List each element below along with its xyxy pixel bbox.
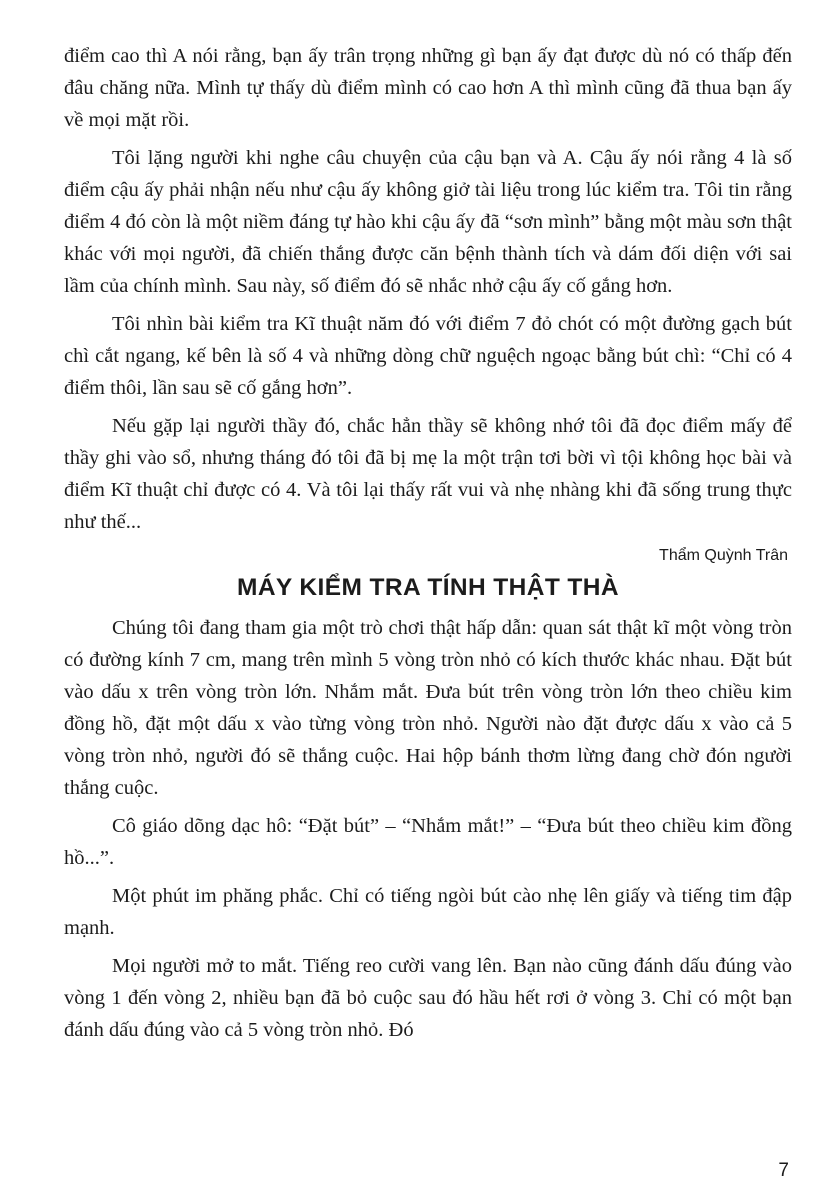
paragraph: điểm cao thì A nói rằng, bạn ấy trân trọng những gì bạn ấy đạt được dù nó có thấp đến đâu chăng nữa. Mình tự thấy dù điểm mình có cao hơn A thì mình cũng đã thua bạn ấy về mọi mặt rồi. [64, 45, 792, 131]
paragraph: Cô giáo dõng dạc hô: “Đặt bút” – “Nhắm mắt!” – “Đưa bút theo chiều kim đồng hồ...”. [64, 815, 792, 869]
paragraph: Tôi nhìn bài kiểm tra Kĩ thuật năm đó với điểm 7 đỏ chót có một đường gạch bút chì cắt ngang, kế bên là số 4 và những dòng chữ nguệch ngoạc bằng bút chì: “Chỉ có 4 điểm thôi, lần sau sẽ cố gắng hơn”. [64, 313, 792, 399]
paragraph: Mọi người mở to mắt. Tiếng reo cười vang lên. Bạn nào cũng đánh dấu đúng vào vòng 1 đến vòng 2, nhiều bạn đã bỏ cuộc sau đó hầu hết rơi ở vòng 3. Chỉ có một bạn đánh dấu đúng vào cả 5 vòng tròn nhỏ. Đó [64, 955, 792, 1041]
page-body [64, 40, 792, 1052]
page-number: 7 [778, 1160, 789, 1181]
paragraph: Tôi lặng người khi nghe câu chuyện của cậu bạn và A. Cậu ấy nói rằng 4 là số điểm cậu ấy phải nhận nếu như cậu ấy không giở tài liệu trong lúc kiểm tra. Tôi tin rằng điểm 4 đó còn là một niềm đáng tự hào khi cậu ấy đã “sơn mình” bằng một màu sơn thật khác với mọi người, đã chiến thắng được căn bệnh thành tích và dám đối diện với sai lầm của chính mình. Sau này, số điểm đó sẽ nhắc nhở cậu ấy cố gắng hơn. [64, 147, 792, 297]
paragraph: Chúng tôi đang tham gia một trò chơi thật hấp dẫn: quan sát thật kĩ một vòng tròn có đường kính 7 cm, mang trên mình 5 vòng tròn nhỏ có kích thước khác nhau. Đặt bút vào dấu x trên vòng tròn lớn. Nhắm mắt. Đưa bút trên vòng tròn lớn theo chiều kim đồng hồ, đặt một dấu x vào từng vòng tròn nhỏ. Người nào đặt được dấu x vào cả 5 vòng tròn nhỏ, người đó sẽ thắng cuộc. Hai hộp bánh thơm lừng đang chờ đón người thắng cuộc. [64, 617, 792, 799]
paragraph: Một phút im phăng phắc. Chỉ có tiếng ngòi bút cào nhẹ lên giấy và tiếng tim đập mạnh. [64, 885, 792, 939]
author-signature: Thẩm Quỳnh Trân [659, 547, 788, 564]
paragraph: Nếu gặp lại người thầy đó, chắc hẳn thầy sẽ không nhớ tôi đã đọc điểm mấy để thầy ghi vào sổ, nhưng tháng đó tôi đã bị mẹ la một trận tơi bời vì tội không học bài và điểm Kĩ thuật chỉ được có 4. Và tôi lại thấy rất vui và nhẹ nhàng khi đã sống trung thực như thế... [64, 415, 792, 533]
section-title: MÁY KIỂM TRA TÍNH THẬT THÀ [237, 574, 619, 601]
